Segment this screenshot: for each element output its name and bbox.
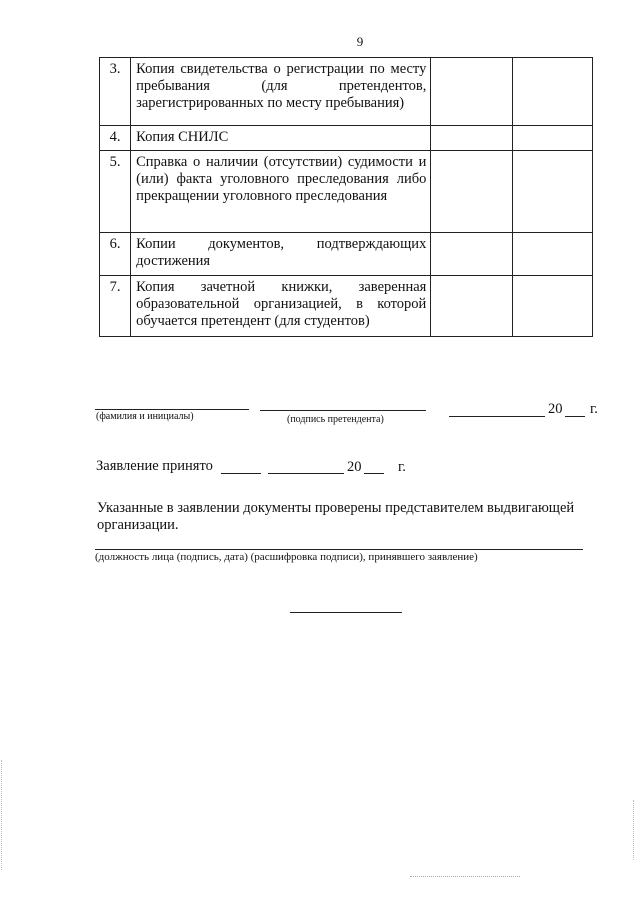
name-signature-line[interactable] bbox=[95, 409, 249, 410]
page-number: 9 bbox=[356, 34, 364, 49]
row-number: 5. bbox=[100, 151, 131, 233]
table-row bbox=[100, 58, 593, 126]
accepted-day-line[interactable] bbox=[221, 473, 261, 474]
date-year-suffix: г. bbox=[590, 401, 598, 417]
documents-table bbox=[99, 57, 593, 337]
name-caption: (фамилия и инициалы) bbox=[96, 411, 194, 422]
accepted-label: Заявление принято bbox=[96, 458, 213, 474]
closing-separator bbox=[290, 612, 402, 613]
row-cell-empty bbox=[431, 233, 512, 276]
scan-margin-mark bbox=[633, 800, 636, 860]
row-cell-empty bbox=[431, 276, 512, 337]
accepted-year-line[interactable] bbox=[364, 473, 384, 474]
row-description: Копии документов, подтверждающих достижения bbox=[131, 233, 431, 276]
table-row bbox=[100, 126, 593, 151]
row-cell-empty bbox=[512, 233, 592, 276]
row-description: Справка о наличии (отсутствии) судимости и (или) факта уголовного преследования либо прекращении уголовного преследования bbox=[131, 151, 431, 233]
table-row bbox=[100, 233, 593, 276]
row-description: Копия свидетельства о регистрации по месту пребывания (для претендентов, зарегистрированных по месту пребывания) bbox=[131, 58, 431, 126]
row-number: 7. bbox=[100, 276, 131, 337]
row-cell-empty bbox=[512, 151, 592, 233]
scan-margin-mark bbox=[1, 760, 4, 870]
row-cell-empty bbox=[431, 151, 512, 233]
verification-signature-line[interactable] bbox=[95, 549, 583, 550]
signature-caption: (подпись претендента) bbox=[287, 414, 384, 425]
row-cell-empty bbox=[431, 126, 512, 151]
date-line[interactable] bbox=[449, 416, 545, 417]
row-cell-empty bbox=[512, 58, 592, 126]
row-cell-empty bbox=[512, 276, 592, 337]
table-row bbox=[100, 151, 593, 233]
applicant-signature-line[interactable] bbox=[260, 410, 426, 411]
row-cell-empty bbox=[431, 58, 512, 126]
verification-caption: (должность лица (подпись, дата) (расшифровка подписи), принявшего заявление) bbox=[95, 551, 478, 563]
accepted-month-line[interactable] bbox=[268, 473, 344, 474]
accepted-year-prefix: 20 bbox=[347, 459, 362, 475]
row-number: 4. bbox=[100, 126, 131, 151]
row-number: 6. bbox=[100, 233, 131, 276]
row-description: Копия СНИЛС bbox=[131, 126, 431, 151]
table-row bbox=[100, 276, 593, 337]
row-cell-empty bbox=[512, 126, 592, 151]
date-year-prefix: 20 bbox=[548, 401, 563, 417]
scan-bottom-mark bbox=[410, 876, 520, 877]
accepted-year-suffix: г. bbox=[398, 459, 406, 475]
row-description: Копия зачетной книжки, заверенная образовательной организацией, в которой обучается претендент (для студентов) bbox=[131, 276, 431, 337]
row-number: 3. bbox=[100, 58, 131, 126]
date-year-line[interactable] bbox=[565, 416, 585, 417]
verification-text: Указанные в заявлении документы проверены представителем выдвигающей организации. bbox=[97, 500, 575, 533]
